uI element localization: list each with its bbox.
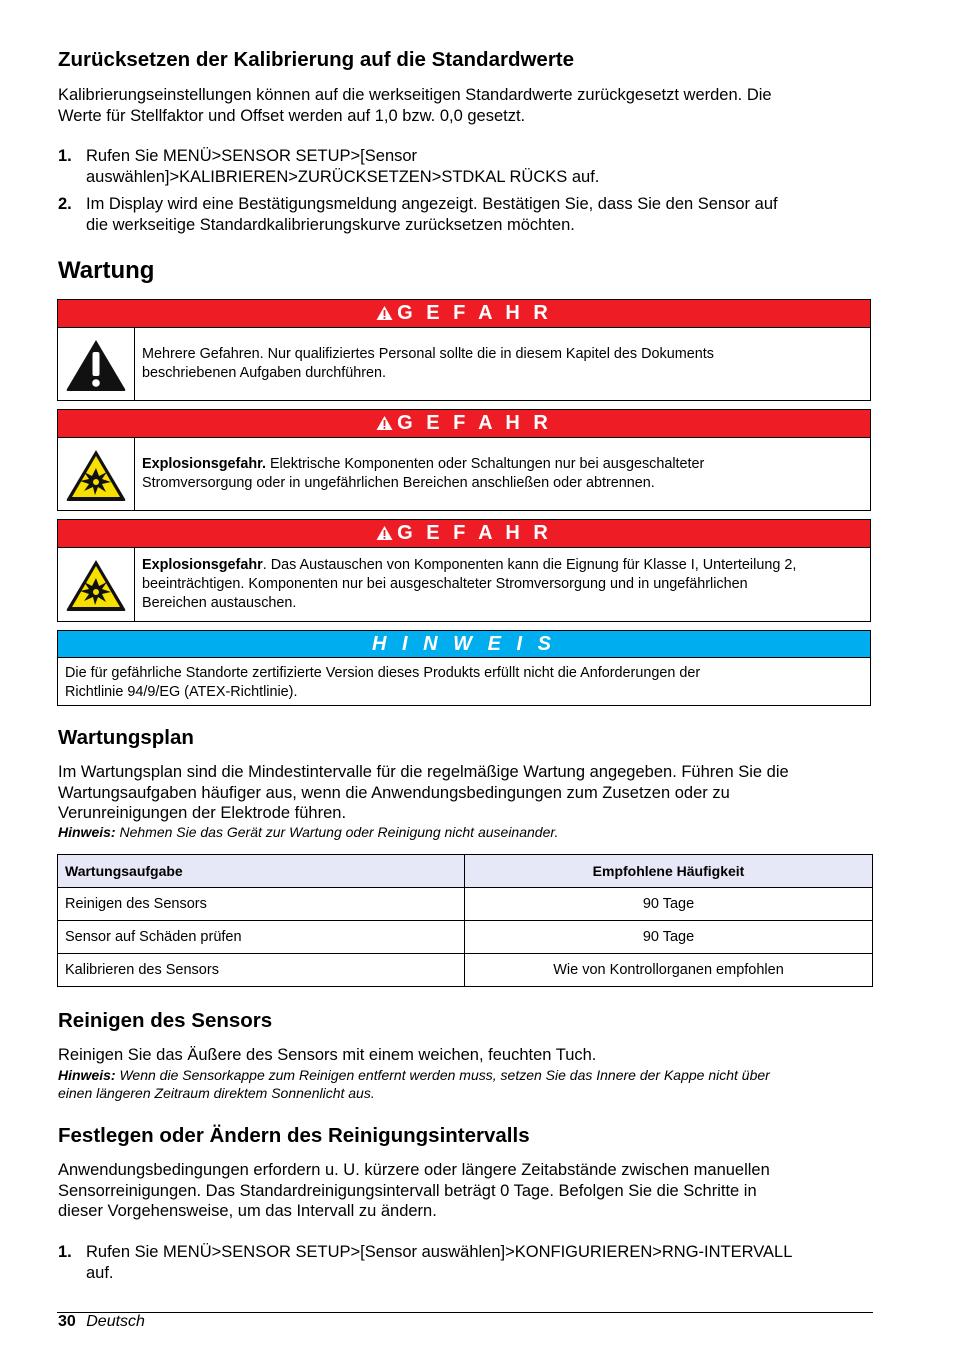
section-title-cleaning: Reinigen des Sensors xyxy=(58,1009,273,1032)
paragraph-line: Sensorreinigungen. Das Standardreinigungsintervall beträgt 0 Tage. Befolgen Sie die Schritte in xyxy=(58,1181,757,1200)
step-text: die werkseitige Standardkalibrierungskurve zurücksetzen möchten. xyxy=(86,215,575,234)
section-title-reset-calibration: Zurücksetzen der Kalibrierung auf die Standardwerte xyxy=(58,48,575,71)
step-text: Rufen Sie MENÜ>SENSOR SETUP>[Sensor auswählen]>KONFIGURIEREN>RNG-INTERVALL xyxy=(86,1243,793,1261)
paragraph-line: Anwendungsbedingungen erfordern u. U. kürzere oder längere Zeitabstände zwischen manuellen xyxy=(58,1161,770,1179)
note-line: einen längeren Zeitraum direktem Sonnenlicht aus. xyxy=(58,1085,375,1101)
danger-message-line: Stromversorgung oder in ungefährlichen Bereichen anschließen oder abtrennen. xyxy=(142,475,655,491)
danger-message-line xyxy=(142,455,864,474)
notice-box xyxy=(57,630,871,706)
chapter-title: Wartung xyxy=(58,257,155,284)
danger-message-text: Elektrische Komponenten oder Schaltungen nur bei ausgeschalteter xyxy=(265,456,705,472)
column-header-task: Wartungsaufgabe xyxy=(58,855,465,888)
step-number: 1. xyxy=(58,147,72,165)
step-number: 1. xyxy=(58,1243,72,1261)
danger-message xyxy=(142,556,864,613)
paragraph-line: Wartungsaufgaben häufiger aus, wenn die Anwendungsbedingungen zum Zusetzen oder zu xyxy=(58,783,730,802)
table-cell-task: Kalibrieren des Sensors xyxy=(58,954,465,987)
table-row xyxy=(58,921,873,954)
explosion-hazard-icon xyxy=(58,548,135,622)
note-text: Wenn die Sensorkappe zum Reinigen entfernt werden muss, setzen Sie das Innere der Kappe nicht über xyxy=(115,1067,770,1083)
explosion-hazard-icon xyxy=(58,438,135,511)
warning-triangle-icon xyxy=(376,302,393,329)
page-footer xyxy=(58,1313,145,1331)
section-title-cleaning-interval: Festlegen oder Ändern des Reinigungsintervalls xyxy=(58,1124,530,1147)
reset-intro-line: Kalibrierungseinstellungen können auf die werkseitigen Standardwerte zurückgesetzt werden. Die xyxy=(58,86,772,104)
footer-language: Deutsch xyxy=(86,1313,145,1330)
danger-message-line: Mehrere Gefahren. Nur qualifiziertes Personal sollte die in diesem Kapitel des Dokuments xyxy=(142,346,714,362)
table-cell-task: Sensor auf Schäden prüfen xyxy=(58,921,465,954)
warning-triangle-icon xyxy=(376,522,393,549)
notice-header: H I N W E I S xyxy=(58,631,870,658)
table-row xyxy=(58,954,873,987)
danger-message-line: Bereichen austauschen. xyxy=(142,595,297,611)
danger-message-line: beeinträchtigen. Komponenten nur bei ausgeschalteter Stromversorgung und in ungefährlichen xyxy=(142,576,748,592)
maintenance-table xyxy=(57,854,873,987)
cleaning-note xyxy=(58,1066,878,1102)
notice-message-line: Die für gefährliche Standorte zertifizierte Version dieses Produkts erfüllt nicht die Anforderungen der xyxy=(65,665,701,681)
danger-label: G E F A H R xyxy=(397,302,552,324)
paragraph-line: Im Wartungsplan sind die Mindestintervalle für die regelmäßige Wartung angegeben. Führen Sie die xyxy=(58,763,789,781)
maintenance-plan-paragraph xyxy=(58,762,878,824)
column-header-frequency: Empfohlene Häufigkeit xyxy=(465,855,873,888)
paragraph-line: Verunreinigungen der Elektrode führen. xyxy=(58,804,347,822)
table-header-row xyxy=(58,855,873,888)
danger-message xyxy=(142,455,864,493)
danger-alert-2 xyxy=(57,409,871,511)
step-text: auswählen]>KALIBRIEREN>ZURÜCKSETZEN>STDKAL RÜCKS auf. xyxy=(86,167,600,186)
table-cell-frequency: Wie von Kontrollorganen empfohlen xyxy=(465,954,873,987)
step-text: Im Display wird eine Bestätigungsmeldung angezeigt. Bestätigen Sie, dass Sie den Sensor auf xyxy=(86,195,778,213)
maintenance-plan-note xyxy=(58,823,878,841)
warning-triangle-icon xyxy=(376,412,393,439)
danger-message xyxy=(142,345,864,383)
danger-header xyxy=(58,300,870,328)
danger-message-line xyxy=(142,556,864,575)
danger-message-bold: Explosionsgefahr. xyxy=(142,456,266,472)
reset-intro-paragraph xyxy=(58,85,878,126)
notice-message-line: Richtlinie 94/9/EG (ATEX-Richtlinie). xyxy=(65,683,298,700)
step-text: auf. xyxy=(86,1263,114,1282)
danger-label: G E F A H R xyxy=(397,412,552,434)
cleaning-paragraph: Reinigen Sie das Äußere des Sensors mit einem weichen, feuchten Tuch. xyxy=(58,1046,597,1064)
section-title-maintenance-plan: Wartungsplan xyxy=(58,726,194,749)
table-cell-frequency: 90 Tage xyxy=(465,888,873,921)
table-row xyxy=(58,888,873,921)
danger-message-line: beschriebenen Aufgaben durchführen. xyxy=(142,365,387,381)
notice-message xyxy=(58,658,870,707)
step-text: Rufen Sie MENÜ>SENSOR SETUP>[Sensor xyxy=(86,147,418,165)
reset-intro-line: Werte für Stellfaktor und Offset werden auf 1,0 bzw. 0,0 gesetzt. xyxy=(58,106,526,125)
page-number: 30 xyxy=(58,1313,76,1330)
danger-alert-3 xyxy=(57,519,871,622)
danger-label: G E F A H R xyxy=(397,522,552,544)
danger-message-text: . Das Austauschen von Komponenten kann die Eignung für Klasse I, Unterteilung 2, xyxy=(262,557,797,573)
table-cell-task: Reinigen des Sensors xyxy=(58,888,465,921)
paragraph-line: dieser Vorgehensweise, um das Intervall zu ändern. xyxy=(58,1202,437,1220)
note-line xyxy=(58,1066,878,1084)
danger-message-bold: Explosionsgefahr xyxy=(142,557,263,573)
note-text: Nehmen Sie das Gerät zur Wartung oder Reinigung nicht auseinander. xyxy=(115,824,559,840)
footer-rule xyxy=(57,1312,873,1313)
table-cell-frequency: 90 Tage xyxy=(465,921,873,954)
step-number: 2. xyxy=(58,195,72,213)
general-warning-icon xyxy=(58,328,135,401)
danger-header xyxy=(58,410,870,438)
danger-alert-1 xyxy=(57,299,871,401)
danger-header xyxy=(58,520,870,548)
note-label: Hinweis: xyxy=(58,1067,116,1083)
note-label: Hinweis: xyxy=(58,824,116,840)
interval-paragraph xyxy=(58,1160,878,1222)
